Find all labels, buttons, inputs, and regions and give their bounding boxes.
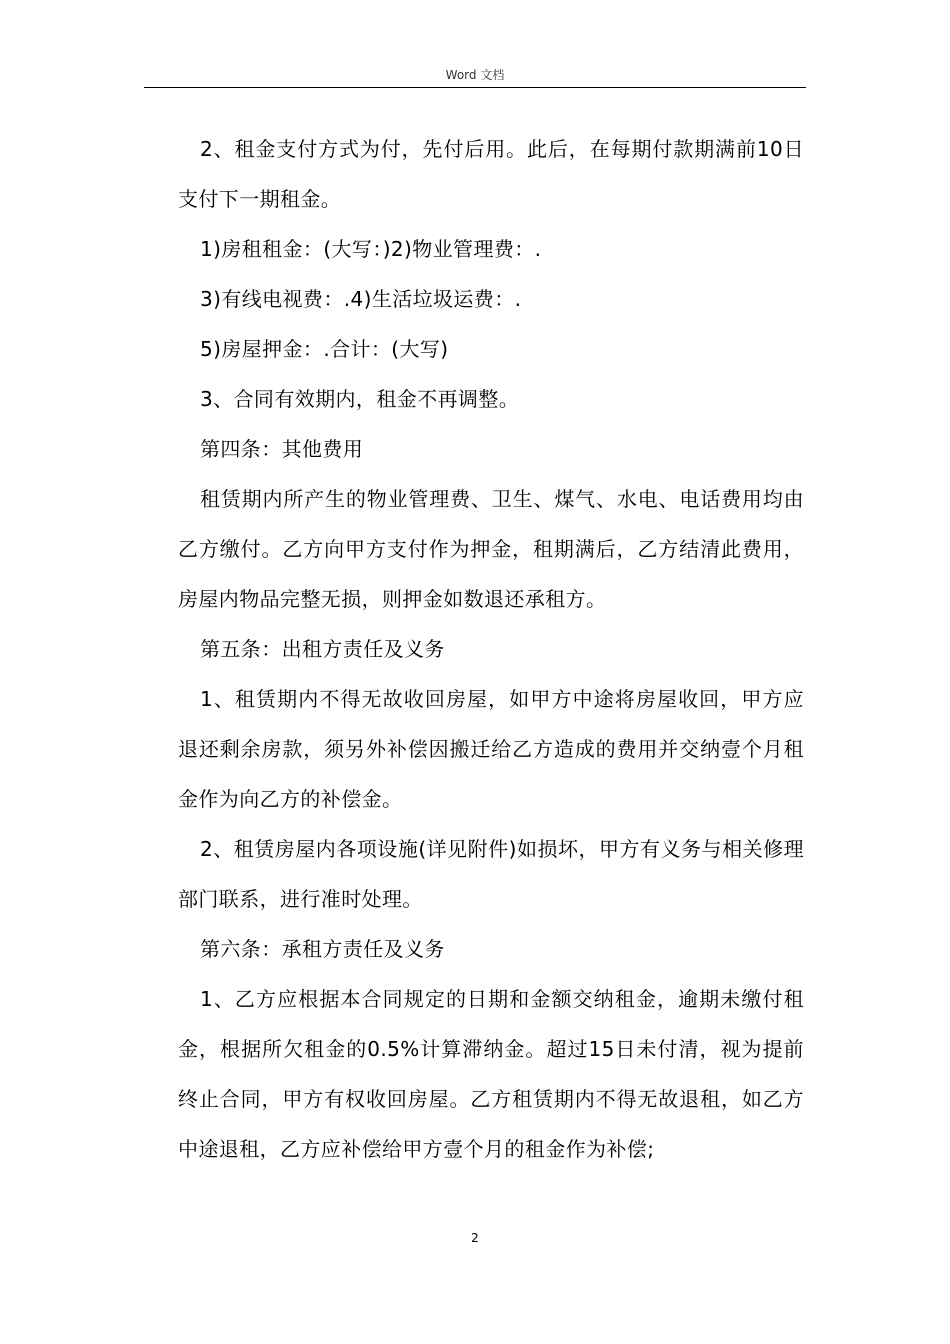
paragraph-payment-method: 2、租金支付方式为付，先付后用。此后，在每期付款期满前10日支付下一期租金。 — [178, 137, 804, 211]
document-body — [178, 124, 804, 1174]
section-heading-article-4: 第四条：其他费用 — [200, 437, 364, 461]
paragraph-rent-items-2: 3)有线电视费：.4)生活垃圾运费：. — [200, 287, 522, 311]
page-header: Word 文档 — [445, 68, 505, 82]
paragraph-rent-items-3: 5)房屋押金：.合计：(大写) — [200, 337, 449, 361]
section-heading-article-6: 第六条：承租方责任及义务 — [200, 937, 445, 961]
paragraph-other-fees: 租赁期内所产生的物业管理费、卫生、煤气、水电、电话费用均由乙方缴付。乙方向甲方支付作为押金，租期满后，乙方结清此费用，房屋内物品完整无损，则押金如数退还承租方。 — [178, 487, 804, 611]
paragraph-lessor-duty-2: 2、租赁房屋内各项设施(详见附件)如损坏，甲方有义务与相关修理部门联系，进行准时处理。 — [178, 837, 804, 911]
paragraph-lessor-duty-1: 1、租赁期内不得无故收回房屋，如甲方中途将房屋收回，甲方应退还剩余房款，须另外补偿因搬迁给乙方造成的费用并交纳壹个月租金作为向乙方的补偿金。 — [178, 687, 804, 811]
paragraph-rent-fixed: 3、合同有效期内，租金不再调整。 — [200, 387, 520, 411]
paragraph-lessee-duty-1: 1、乙方应根据本合同规定的日期和金额交纳租金，逾期未缴付租金，根据所欠租金的0.5%计算滞纳金。超过15日未付清，视为提前终止合同，甲方有权收回房屋。乙方租赁期内不得无故退租，如乙方中途退租，乙方应补偿给甲方壹个月的租金作为补偿; — [178, 987, 804, 1161]
section-heading-article-5: 第五条：出租方责任及义务 — [200, 637, 445, 661]
header-divider — [144, 87, 806, 88]
paragraph-rent-items-1: 1)房租租金：(大写：)2)物业管理费：. — [200, 237, 542, 261]
page-number: 2 — [471, 1231, 479, 1245]
